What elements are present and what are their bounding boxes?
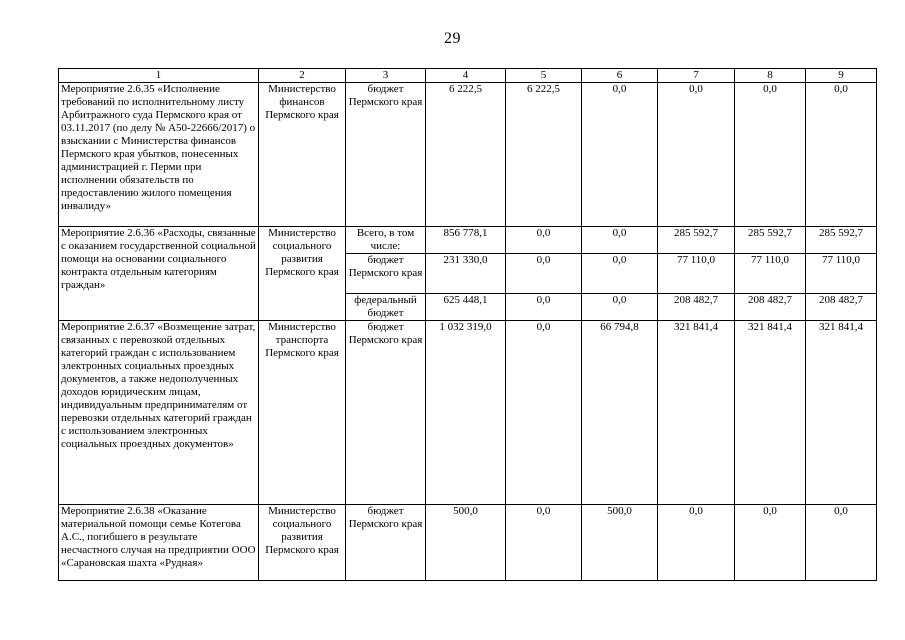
value-cell: 6 222,5 bbox=[426, 83, 506, 227]
value-cell: 77 110,0 bbox=[658, 254, 735, 294]
value-cell: 0,0 bbox=[506, 227, 582, 254]
value-cell: 208 482,7 bbox=[735, 294, 806, 321]
value-cell: 0,0 bbox=[506, 505, 582, 581]
table-row bbox=[59, 83, 877, 227]
value-cell: 500,0 bbox=[582, 505, 658, 581]
value-cell: 0,0 bbox=[735, 83, 806, 227]
value-cell: 77 110,0 bbox=[806, 254, 877, 294]
executor: Министерство социального развития Пермского края bbox=[259, 227, 346, 321]
table-row bbox=[59, 227, 877, 254]
value-cell: 0,0 bbox=[735, 505, 806, 581]
funding-source: бюджет Пермского края bbox=[346, 321, 426, 505]
budget-table bbox=[58, 68, 877, 581]
col-header-1: 1 bbox=[59, 69, 259, 83]
executor: Министерство финансов Пермского края bbox=[259, 83, 346, 227]
value-cell: 285 592,7 bbox=[806, 227, 877, 254]
funding-source: бюджет Пермского края bbox=[346, 83, 426, 227]
measure-name: Мероприятие 2.6.37 «Возмещение затрат, связанных с перевозкой отдельных категорий граждан с использованием электронных социальных проездных документов, а также недополученных доходов юридическим лицам, индивидуальным предпринимателям от перевозки отдельных категорий граждан с использованием электронных социальных проездных документов» bbox=[59, 321, 259, 505]
value-cell: 0,0 bbox=[806, 83, 877, 227]
measure-name: Мероприятие 2.6.35 «Исполнение требований по исполнительному листу Арбитражного суда Пермского края от 03.11.2017 (по делу № А50-22666/2017) о взыскании с Министерства финансов Пермского края убытков, понесенных администрацией г. Перми при исполнении обязательств по предоставлению жилого помещения инвалиду» bbox=[59, 83, 259, 227]
value-cell: 0,0 bbox=[506, 294, 582, 321]
executor: Министерство транспорта Пермского края bbox=[259, 321, 346, 505]
value-cell: 321 841,4 bbox=[806, 321, 877, 505]
col-header-6: 6 bbox=[582, 69, 658, 83]
value-cell: 321 841,4 bbox=[658, 321, 735, 505]
funding-source: федеральный бюджет bbox=[346, 294, 426, 321]
funding-source: бюджет Пермского края bbox=[346, 505, 426, 581]
measure-name: Мероприятие 2.6.38 «Оказание материальной помощи семье Котегова А.С., погибшего в результате несчастного случая на предприятии ООО «Сарановская шахта «Рудная» bbox=[59, 505, 259, 581]
value-cell: 625 448,1 bbox=[426, 294, 506, 321]
value-cell: 77 110,0 bbox=[735, 254, 806, 294]
funding-source: бюджет Пермского края bbox=[346, 254, 426, 294]
value-cell: 208 482,7 bbox=[806, 294, 877, 321]
col-header-8: 8 bbox=[735, 69, 806, 83]
value-cell: 0,0 bbox=[658, 505, 735, 581]
value-cell: 321 841,4 bbox=[735, 321, 806, 505]
value-cell: 0,0 bbox=[582, 294, 658, 321]
value-cell: 0,0 bbox=[658, 83, 735, 227]
funding-source: Всего, в том числе: bbox=[346, 227, 426, 254]
value-cell: 231 330,0 bbox=[426, 254, 506, 294]
value-cell: 285 592,7 bbox=[735, 227, 806, 254]
table-row bbox=[59, 321, 877, 505]
col-header-3: 3 bbox=[346, 69, 426, 83]
col-header-7: 7 bbox=[658, 69, 735, 83]
measure-name: Мероприятие 2.6.36 «Расходы, связанные с оказанием государственной социальной помощи на основании социального контракта отдельным категориям граждан» bbox=[59, 227, 259, 321]
value-cell: 0,0 bbox=[506, 321, 582, 505]
col-header-9: 9 bbox=[806, 69, 877, 83]
col-header-5: 5 bbox=[506, 69, 582, 83]
col-header-2: 2 bbox=[259, 69, 346, 83]
value-cell: 856 778,1 bbox=[426, 227, 506, 254]
value-cell: 0,0 bbox=[582, 83, 658, 227]
header-row bbox=[59, 69, 877, 83]
value-cell: 0,0 bbox=[582, 254, 658, 294]
value-cell: 208 482,7 bbox=[658, 294, 735, 321]
value-cell: 0,0 bbox=[582, 227, 658, 254]
value-cell: 0,0 bbox=[506, 254, 582, 294]
value-cell: 500,0 bbox=[426, 505, 506, 581]
value-cell: 6 222,5 bbox=[506, 83, 582, 227]
executor: Министерство социального развития Пермского края bbox=[259, 505, 346, 581]
value-cell: 285 592,7 bbox=[658, 227, 735, 254]
col-header-4: 4 bbox=[426, 69, 506, 83]
table-row bbox=[59, 505, 877, 581]
page-number: 29 bbox=[444, 30, 461, 47]
value-cell: 0,0 bbox=[806, 505, 877, 581]
value-cell: 66 794,8 bbox=[582, 321, 658, 505]
value-cell: 1 032 319,0 bbox=[426, 321, 506, 505]
